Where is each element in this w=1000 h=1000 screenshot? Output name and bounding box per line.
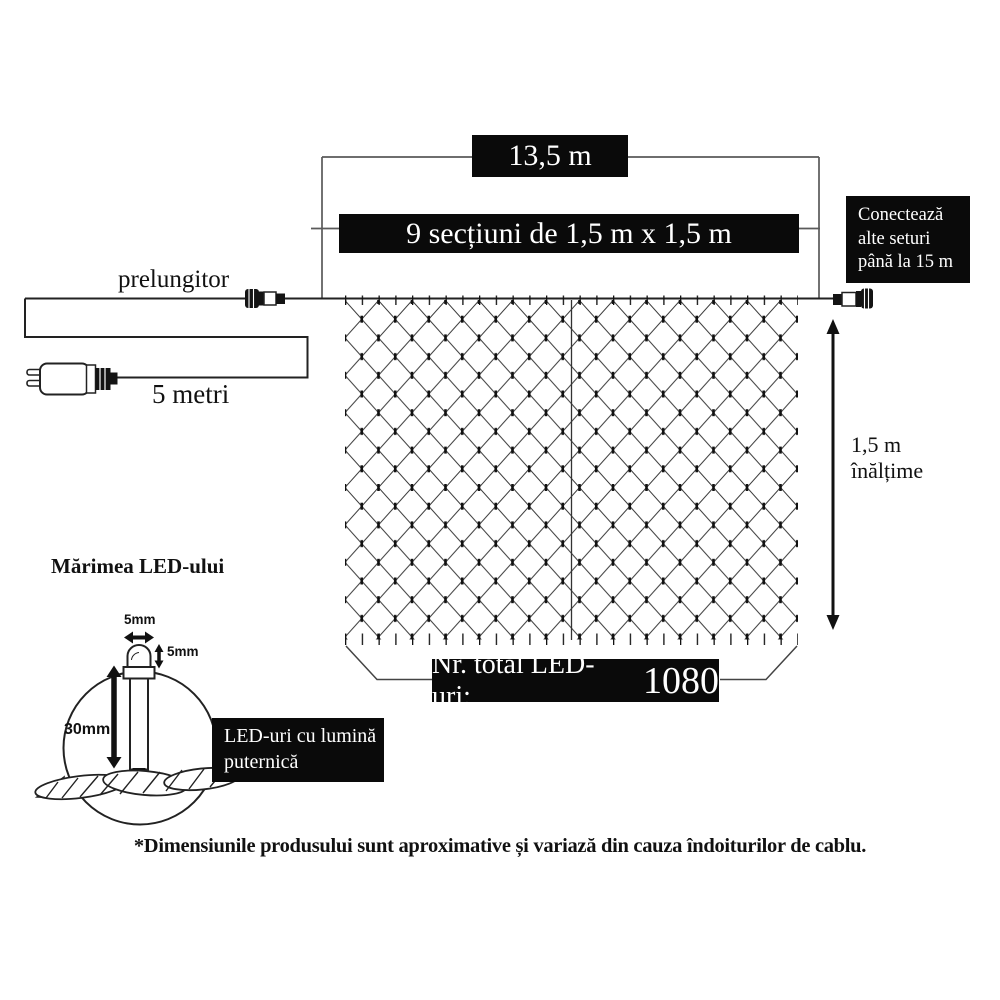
sections-label: 9 secțiuni de 1,5 m x 1,5 m: [406, 216, 732, 250]
led-width-label: 5mm: [124, 612, 156, 627]
led-brightness-line-2: puternică: [224, 751, 299, 773]
led-size-title: Mărimea LED-ului: [51, 554, 225, 578]
extension-cord-label: prelungitor: [118, 266, 230, 293]
connect-line-1: Conectează: [858, 205, 944, 225]
led-head-height-arrow: [155, 644, 164, 669]
dimensions-footnote: *Dimensiunile produsului sunt aproximative și variază din cauza îndoiturilor de cablu.: [133, 835, 867, 857]
cord-length-label: 5 metri: [152, 379, 230, 409]
total-leds-box: [432, 648, 719, 712]
power-plug-icon: [27, 364, 118, 395]
led-net-mesh: [345, 296, 798, 646]
net-height-word: înălțime: [851, 458, 924, 483]
led-body-height-arrow: [107, 666, 122, 769]
height-dimension-arrow: [827, 319, 840, 630]
total-width-box: [472, 135, 628, 177]
twisted-cable-icon: [34, 765, 241, 804]
total-leds-label: Nr. total LED-uri:: [432, 648, 595, 712]
total-leds-value: 1080: [643, 659, 719, 702]
led-brightness-box: [212, 718, 384, 782]
connect-line-3: până la 15 m: [858, 252, 954, 272]
led-head-height-label: 5mm: [167, 644, 199, 659]
inline-connector-icon: [245, 289, 285, 308]
led-width-arrow: [124, 632, 154, 644]
sections-box: [339, 214, 799, 253]
connect-line-2: alte seturi: [858, 228, 931, 249]
connect-more-sets-box: [846, 196, 970, 283]
led-bulb-icon: [124, 645, 155, 777]
net-height-label: [851, 432, 923, 484]
led-brightness-line-1: LED-uri cu lumină: [224, 725, 377, 747]
net-height-value: 1,5 m: [851, 432, 902, 457]
led-body-height-label: 30mm: [64, 721, 111, 738]
end-connector-icon: [833, 289, 873, 309]
total-width-label: 13,5 m: [508, 139, 592, 172]
